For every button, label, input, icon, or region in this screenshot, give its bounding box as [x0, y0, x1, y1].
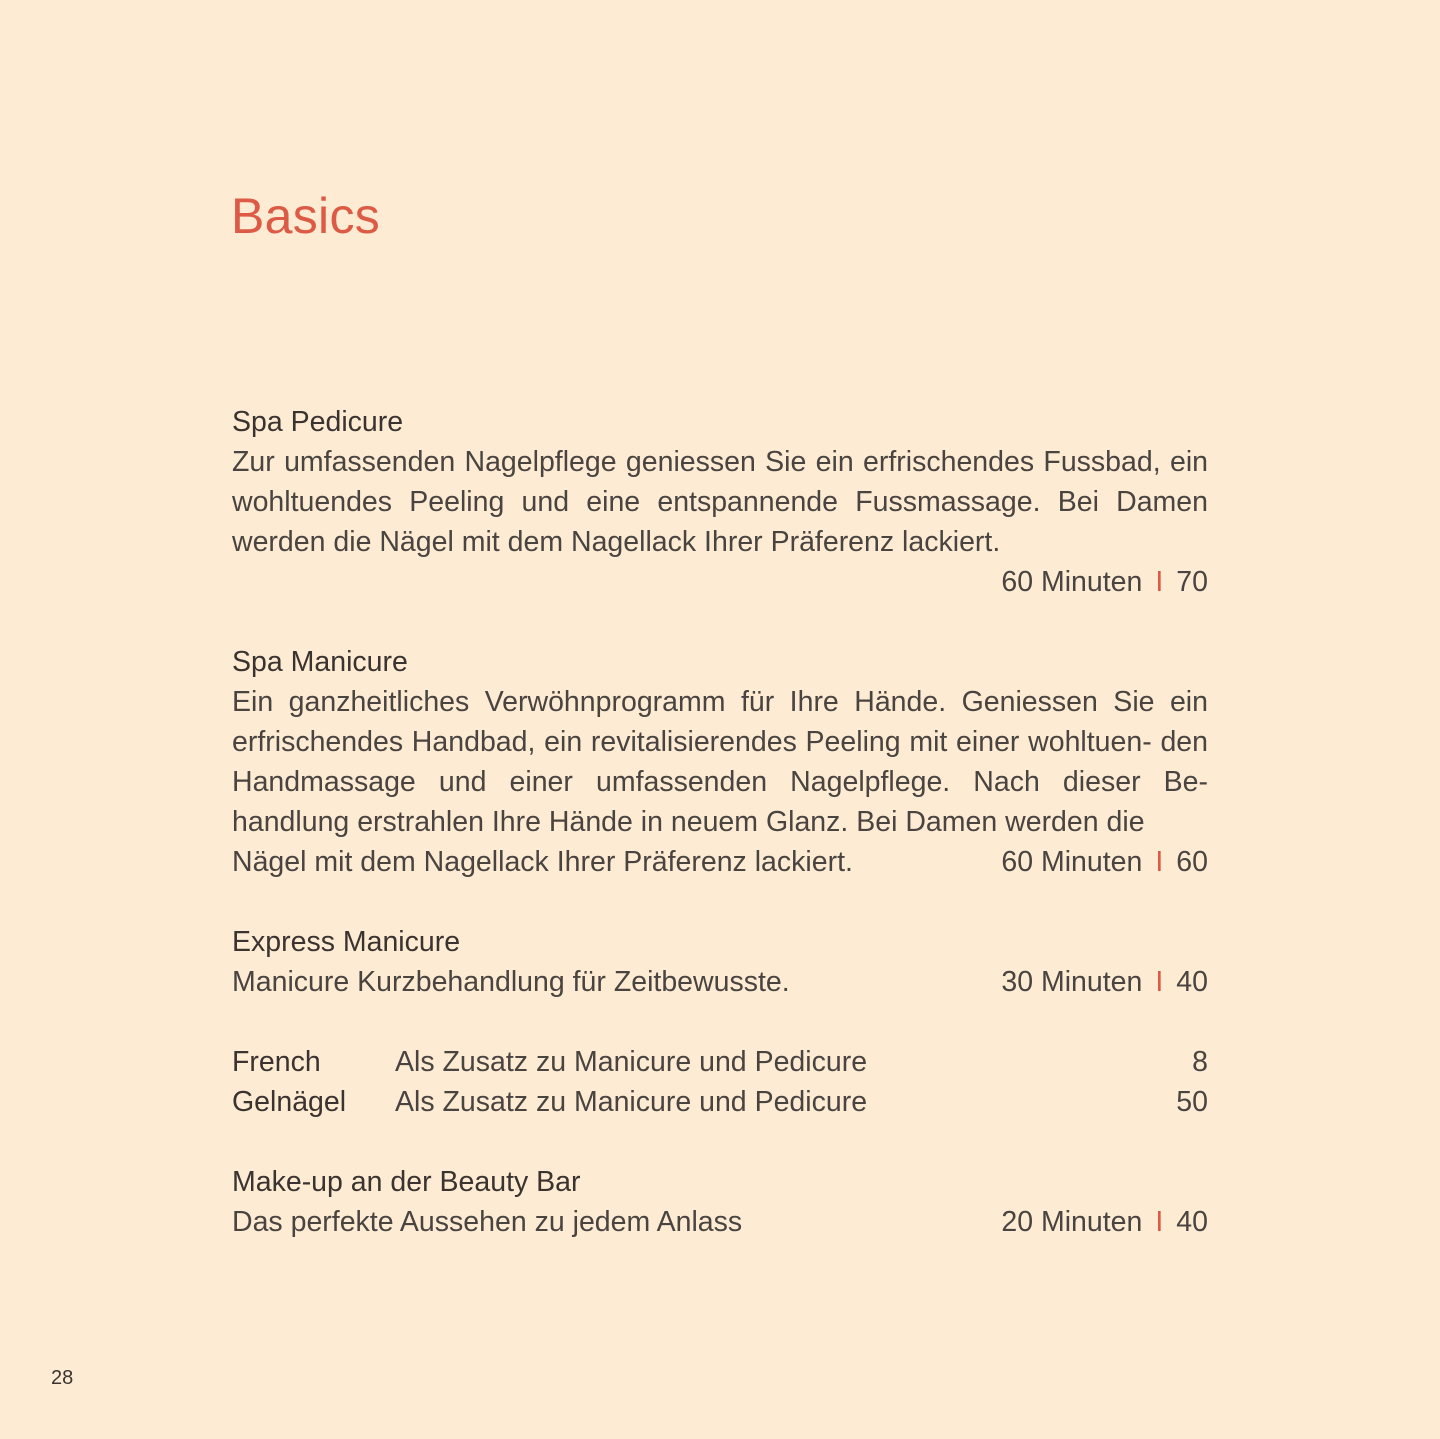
treatment-description: Das perfekte Aussehen zu jedem Anlass [232, 1206, 743, 1238]
addon-price: 8 [1192, 1046, 1208, 1078]
separator: I [1155, 566, 1164, 598]
treatment-spa-manicure [232, 642, 1208, 882]
addon-name: French [232, 1046, 321, 1078]
treatment-duration: 60 Minuten [1001, 846, 1143, 878]
addon-description: Als Zusatz zu Manicure und Pedicure [395, 1046, 868, 1078]
treatment-line [232, 962, 1208, 1002]
treatment-makeup [232, 1162, 1208, 1242]
treatment-price: 40 [1176, 1206, 1208, 1238]
addon-description: Als Zusatz zu Manicure und Pedicure [395, 1086, 868, 1118]
treatment-description: Zur umfassenden Nagelpflege geniessen Sie ein erfrischendes Fussbad, ein wohltuendes Peeling und eine entspannende Fussmassage. Bei Damen werden die Nägel mit dem Nagellack Ihrer Präferenz lackiert. [232, 446, 1208, 558]
treatment-title: Make-up an der Beauty Bar [232, 1166, 581, 1198]
separator: I [1155, 966, 1164, 998]
treatment-duration-price [1001, 962, 1208, 1002]
treatment-title: Spa Pedicure [232, 406, 404, 438]
separator: I [1155, 846, 1164, 878]
treatment-duration: 60 Minuten [1001, 566, 1143, 598]
treatment-duration-price [232, 562, 1208, 602]
treatment-spa-pedicure [232, 402, 1208, 602]
page-title: Basics [231, 188, 381, 244]
treatment-express-manicure [232, 922, 1208, 1002]
treatment-title: Express Manicure [232, 926, 461, 958]
treatment-price: 60 [1176, 846, 1208, 878]
treatment-duration: 20 Minuten [1001, 1206, 1143, 1238]
addon-list [232, 1042, 1208, 1122]
treatment-duration: 30 Minuten [1001, 966, 1143, 998]
treatment-list [232, 402, 1208, 1242]
separator: I [1155, 1206, 1164, 1238]
treatment-price: 40 [1176, 966, 1208, 998]
treatment-price: 70 [1176, 566, 1208, 598]
treatment-duration-price [1001, 1202, 1208, 1242]
treatment-description: Manicure Kurzbehandlung für Zeitbewusste. [232, 966, 790, 998]
treatment-description-end: Nägel mit dem Nagellack Ihrer Präferenz lackiert. [232, 846, 853, 878]
addon-row-french [232, 1042, 1208, 1082]
treatment-description: Ein ganzheitliches Verwöhnprogramm für Ihre Hände. Geniessen Sie ein erfrischendes Handbad, ein revitalisierendes Peeling mit einer wohltuen- den Handmassage und einer umfassenden Nagelpflege. Nach dieser Be- handlung erstrahlen Ihre Hände in neuem Glanz. Bei Damen werden die [232, 686, 1208, 838]
page-number: 28 [51, 1367, 74, 1389]
treatment-title: Spa Manicure [232, 646, 408, 678]
addon-name: Gelnägel [232, 1086, 347, 1118]
treatment-line [232, 1202, 1208, 1242]
treatment-last-line [232, 842, 1208, 882]
treatment-duration-price [1001, 842, 1208, 882]
addon-row-gelnaegel [232, 1082, 1208, 1122]
addon-price: 50 [1176, 1086, 1208, 1118]
